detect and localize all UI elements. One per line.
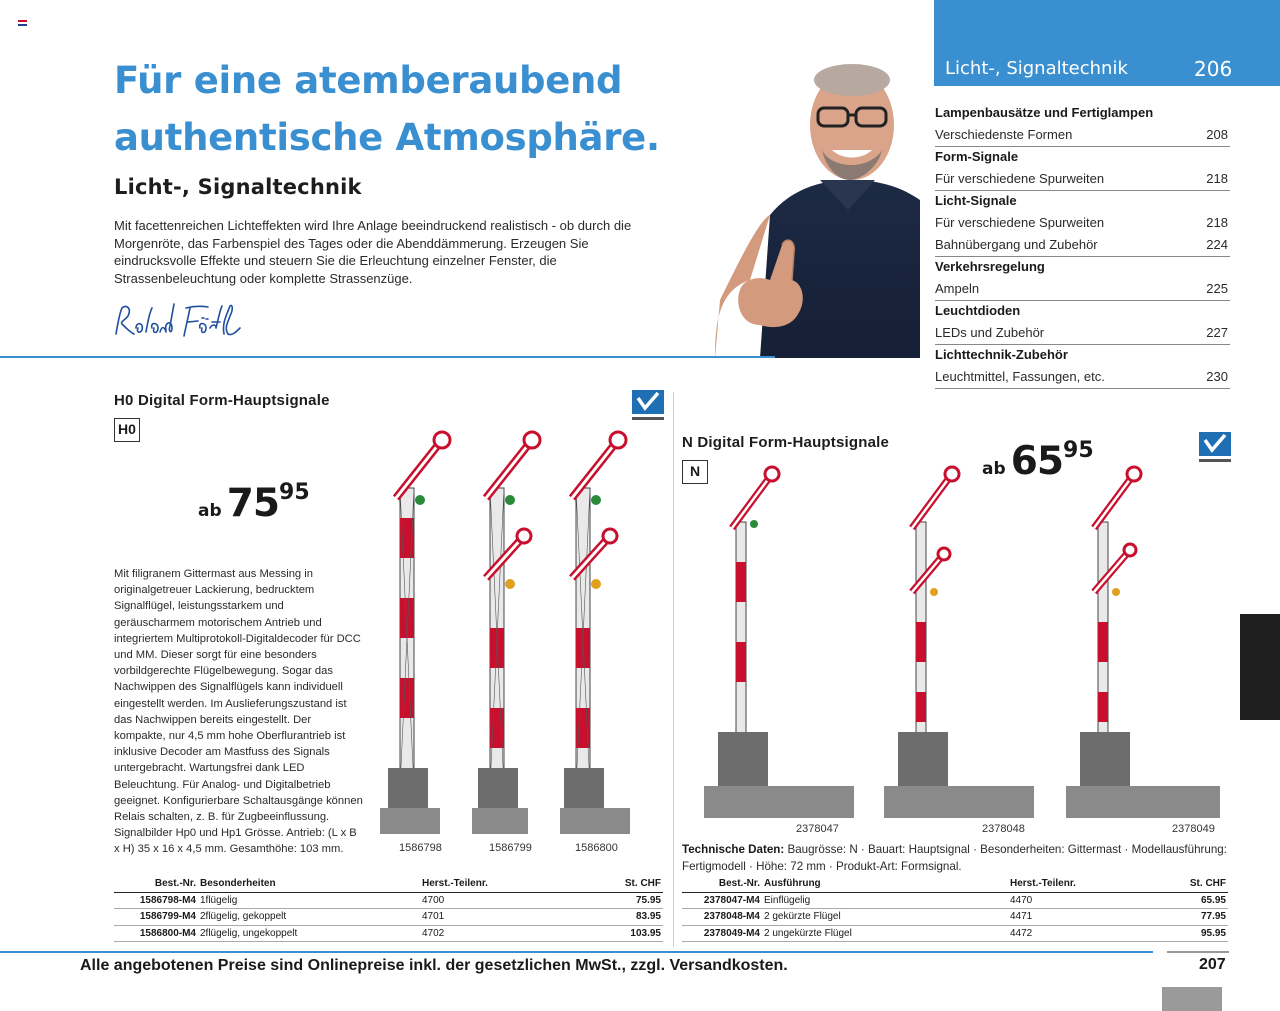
toc-entry[interactable] <box>935 125 1230 147</box>
cell-best-nr: 2378047-M4 <box>682 892 762 909</box>
h0-price <box>198 480 310 526</box>
n-art-number: 2378047 <box>796 823 839 835</box>
cell-best-nr: 1586800-M4 <box>114 925 198 942</box>
toc-entry[interactable] <box>935 169 1230 191</box>
cell-herst-teilenr: 4472 <box>1008 925 1158 942</box>
tech-label: Technische Daten: <box>682 843 785 856</box>
toc-group-heading: Lichttechnik-Zubehör <box>935 347 1068 362</box>
toc-entry-page: 218 <box>1206 215 1228 230</box>
cell-price: 83.95 <box>590 909 663 926</box>
toc-entry[interactable] <box>935 279 1230 301</box>
toc-group <box>935 191 1230 257</box>
n-signal-images <box>700 462 1230 824</box>
cell-herst-teilenr: 4700 <box>420 892 590 909</box>
cell-ausfuehrung: Einflügelig <box>762 892 1008 909</box>
intro-text: Mit facettenreichen Lichteffekten wird Ihre Anlage beeindruckend realistisch - ob durch die Morgenröte, das Farbenspiel des Tages oder die Abenddämmerung. Erzeugen Sie eindrucksvolle Effekte und steuern Sie die Erleuchtung einzelner Fenster, die Strassenbeleuchtung oder komplette Strassenzüge. <box>114 218 632 286</box>
cell-price: 103.95 <box>590 925 663 942</box>
toc-entry-label: Verschiedenste Formen <box>935 127 1073 142</box>
toc-title: Licht-, Signaltechnik <box>945 58 1128 79</box>
col-price: St. CHF <box>1158 876 1228 892</box>
toc-entry[interactable] <box>935 235 1230 257</box>
toc-entry-page: 208 <box>1206 127 1228 142</box>
signal-2378049-image <box>1066 467 1220 818</box>
n-product-title: N Digital Form-Hauptsignale <box>682 434 890 451</box>
signal-2378048-image <box>884 467 1034 818</box>
cell-herst-teilenr: 4701 <box>420 909 590 926</box>
toc-group-heading: Verkehrsregelung <box>935 259 1045 274</box>
cell-herst-teilenr: 4702 <box>420 925 590 942</box>
cell-best-nr: 2378048-M4 <box>682 909 762 926</box>
toc-entry-page: 227 <box>1206 325 1228 340</box>
footer-divider-page <box>1167 951 1229 953</box>
page-tab[interactable] <box>1162 987 1222 1011</box>
price-cents: 95 <box>1063 438 1094 463</box>
section-title: Licht-, Signaltechnik <box>114 175 362 199</box>
signature-handwriting <box>112 298 247 344</box>
person-photo <box>700 40 920 358</box>
page-number: 207 <box>1199 956 1226 973</box>
viessmann-logo-icon <box>632 390 664 422</box>
col-best-nr: Best.-Nr. <box>682 876 762 892</box>
toc-entry-page: 230 <box>1206 369 1228 384</box>
price-main: 65 <box>1010 439 1064 484</box>
toc-group <box>935 147 1230 191</box>
table-header-row <box>114 876 663 892</box>
price-prefix: ab <box>982 459 1006 479</box>
flag-icon <box>18 20 27 26</box>
toc-group <box>935 257 1230 301</box>
toc-group-heading: Form-Signale <box>935 149 1019 164</box>
cell-besonderheiten: 1flügelig <box>198 892 420 909</box>
toc-group-heading: Leuchtdioden <box>935 303 1021 318</box>
signal-1586799-image <box>472 432 540 834</box>
tech-text: Baugrösse: N · Bauart: Hauptsignal · Besonderheiten: Gittermast · Modellausführung: Fertigmodell · Höhe: 72 mm · Produkt-Art: Formsignal. <box>682 843 1227 873</box>
h0-signal-images <box>380 428 670 838</box>
toc-entry[interactable] <box>935 367 1230 389</box>
n-art-number: 2378048 <box>982 823 1025 835</box>
price-prefix: ab <box>198 501 222 521</box>
toc-group <box>935 103 1230 147</box>
toc-page[interactable]: 206 <box>1194 57 1233 81</box>
table-row[interactable] <box>114 909 663 926</box>
cell-price: 95.95 <box>1158 925 1228 942</box>
toc-header <box>934 0 1280 86</box>
cell-besonderheiten: 2flügelig, gekoppelt <box>198 909 420 926</box>
price-main: 75 <box>226 481 280 526</box>
price-cents: 95 <box>279 480 310 505</box>
chapter-tab[interactable] <box>1240 614 1280 720</box>
toc-entry[interactable] <box>935 323 1230 345</box>
page-headline <box>114 52 674 166</box>
col-price: St. CHF <box>590 876 663 892</box>
footer-price-note: Alle angebotenen Preise sind Onlinepreise inkl. der gesetzlichen MwSt., zzgl. Versandkosten. <box>80 957 788 974</box>
n-scale-badge: N <box>682 460 708 484</box>
h0-product-title: H0 Digital Form-Hauptsignale <box>114 392 330 409</box>
cell-besonderheiten: 2flügelig, ungekoppelt <box>198 925 420 942</box>
viessmann-logo-icon <box>1199 432 1231 464</box>
table-row[interactable] <box>682 925 1228 942</box>
cell-herst-teilenr: 4471 <box>1008 909 1158 926</box>
cell-ausfuehrung: 2 ungekürzte Flügel <box>762 925 1008 942</box>
toc-entry-page: 218 <box>1206 171 1228 186</box>
signal-2378047-image <box>704 467 854 818</box>
h0-art-number: 1586799 <box>489 842 532 854</box>
n-art-number: 2378049 <box>1172 823 1215 835</box>
cell-ausfuehrung: 2 gekürzte Flügel <box>762 909 1008 926</box>
h0-order-table <box>114 876 663 942</box>
cell-best-nr: 1586799-M4 <box>114 909 198 926</box>
footer-divider <box>0 951 1153 953</box>
cell-price: 77.95 <box>1158 909 1228 926</box>
toc-entry-page: 224 <box>1206 237 1228 252</box>
toc-entry-label: Leuchtmittel, Fassungen, etc. <box>935 369 1105 384</box>
cell-herst-teilenr: 4470 <box>1008 892 1158 909</box>
headline-line-1: Für eine atemberaubend <box>114 59 623 102</box>
table-of-contents <box>935 103 1230 389</box>
n-technical-data <box>682 842 1232 875</box>
table-row[interactable] <box>682 909 1228 926</box>
toc-group <box>935 301 1230 345</box>
cell-best-nr: 1586798-M4 <box>114 892 198 909</box>
signal-1586798-image <box>380 432 450 834</box>
table-row[interactable] <box>114 925 663 942</box>
toc-entry-label: Ampeln <box>935 281 980 296</box>
toc-entry-label: LEDs und Zubehör <box>935 325 1045 340</box>
toc-entry[interactable] <box>935 213 1230 235</box>
table-row[interactable] <box>682 892 1228 909</box>
h0-art-number: 1586798 <box>399 842 442 854</box>
h0-art-number: 1586800 <box>575 842 618 854</box>
toc-group <box>935 345 1230 389</box>
headline-line-2: authentische Atmosphäre. <box>114 116 660 159</box>
col-ausfuehrung: Ausführung <box>762 876 1008 892</box>
cell-price: 75.95 <box>590 892 663 909</box>
col-besonderheiten: Besonderheiten <box>198 876 420 892</box>
col-herst-teilenr: Herst.-Teilenr. <box>420 876 590 892</box>
toc-entry-label: Für verschiedene Spurweiten <box>935 171 1105 186</box>
toc-entry-label: Bahnübergang und Zubehör <box>935 237 1098 252</box>
toc-entry-page: 225 <box>1206 281 1228 296</box>
signal-1586800-image <box>560 432 630 834</box>
h0-scale-badge: H0 <box>114 418 140 442</box>
col-herst-teilenr: Herst.-Teilenr. <box>1008 876 1158 892</box>
column-divider <box>673 392 674 947</box>
col-best-nr: Best.-Nr. <box>114 876 198 892</box>
cell-best-nr: 2378049-M4 <box>682 925 762 942</box>
h0-description: Mit filigranem Gittermast aus Messing in originalgetreuer Lackierung, bedrucktem Signalflügel, leistungsstarkem und geräuscharmem motorischem Antrieb und integriertem Multiprotokoll-Digitaldecoder für DCC und MM. Dieser sorgt für eine besonders vorbildgerechte Flügelbewegung. Sogar das Nachwippen des Signalflügels kann individuell eingestellt werden. Im Auslieferungszustand ist das Nachwippen bereits eingestellt. Der kompakte, nur 4,5 mm hohe Oberflurantrieb ist inklusive Decoder am Mastfuss des Signals untergebracht. Wartungsfrei dank LED Beleuchtung. Für Analog- und Digitalbetrieb geeignet. Konfigurierbare Schaltausgänge können Relais schalten, z. B. für Zugbeeinflussung. Signalbilder Hp0 und Hp1 Grösse. Antrieb: (L x B x H) 35 x 16 x 4,5 mm. Gesamthöhe: 103 mm. <box>114 568 363 856</box>
divider <box>0 356 775 358</box>
n-order-table <box>682 876 1228 942</box>
table-header-row <box>682 876 1228 892</box>
cell-price: 65.95 <box>1158 892 1228 909</box>
toc-entry-label: Für verschiedene Spurweiten <box>935 215 1105 230</box>
toc-group-heading: Licht-Signale <box>935 193 1017 208</box>
toc-group-heading: Lampenbausätze und Fertiglampen <box>935 105 1154 120</box>
table-row[interactable] <box>114 892 663 909</box>
